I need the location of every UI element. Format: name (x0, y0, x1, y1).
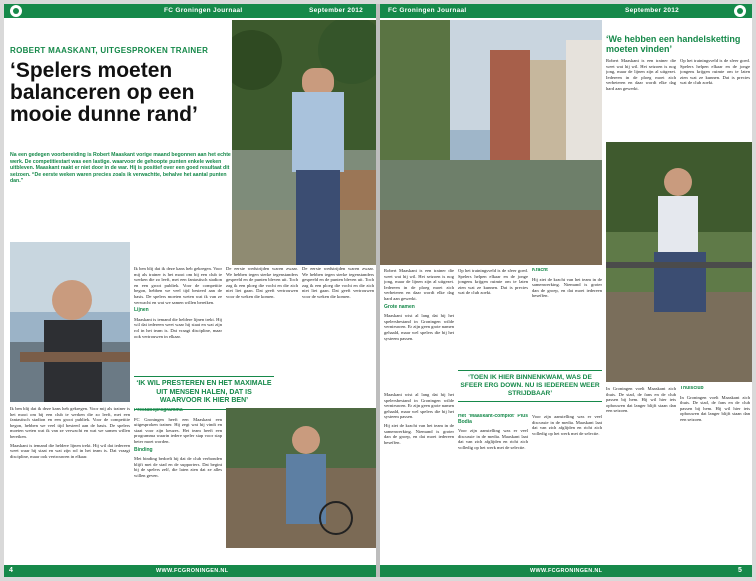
right-pull-quote: ‘TOEN IK HIER BINNENKWAM, WAS DE SFEER ERG DOWN. NU IS IEDEREEN WEER STRIJDBAAR’ (458, 370, 602, 402)
headline: ‘Spelers moeten balanceren op een mooie dunne rand’ (10, 59, 198, 126)
left-page (4, 4, 376, 577)
right-column-5 (458, 414, 528, 564)
right-col-text-1: Robert Maaskant is een trainer die weet wat hij wil. Het seizoen is nog jong, maar de lijnen zijn al uitgezet. Iedereen in de ploeg moet zich verbeteren en daar wordt elke dag hard aan gewerkt. (606, 58, 676, 91)
subhead-grote-namen: Grote namen (384, 303, 415, 310)
left-col-text-2b: De eerste wedstrijden waren zwaar. We hebben tegen sterke tegenstanders gespeeld en de punten bleven uit. Toch zag ik een ploeg die vocht en die zich niet liet gaan. Dat geeft vertrouwen voor de weken die komen. (302, 266, 374, 299)
left-column-5 (134, 408, 222, 564)
photo-maaskant-sitting (606, 142, 752, 382)
right-column-8 (680, 386, 750, 564)
right-col-text-4: Hij ziet de kracht van het team in de samenwerking. Niemand is groter dan de groep, en dat moet iedereen beseffen. (532, 276, 602, 299)
photo-maaskant-bridge (10, 242, 130, 402)
left-column-3 (226, 266, 298, 374)
left-footer-tag: WWW.FCGRONINGEN.NL (156, 568, 229, 574)
left-col-text-5: Met binding bedoelt hij dat de club verbonden blijft met de stad en de supporters. Dat begint bij de spelers zelf, die laten zien dat ze alles willen geven. (134, 456, 222, 478)
right-column-3 (532, 268, 602, 368)
right-column-4 (384, 392, 454, 564)
right-col-text-2b: Op het trainingsveld is de sfeer goed. Spelers helpen elkaar en de jonge jongens krijgen ruimte om te laten zien wat ze kunnen. Dat is precies wat de club zoekt. (458, 268, 528, 296)
right-col-text-4b: Hij ziet de kracht van het team in de samenwerking. Niemand is groter dan de groep, en dat moet iedereen beseffen. (384, 422, 454, 445)
left-col-text-4: FC Groningen heeft een Maaskant een uitgesproken trainer. Hij zegt wat hij vindt en staat voor zijn keuzes. Het team heeft een programma waarin iedere speler stap voor stap beter moet worden. (134, 416, 222, 444)
right-journal-name: FC Groningen Journaal (388, 7, 467, 14)
left-col-text-1b: Ik ben blij dat ik deze kans heb gekregen. Voor mij als trainer is het mooi om bij een club te werken die zo leeft, met een fantastisch stadion en een groot publiek. Voor de competitie begon, hebben we veel tijd besteed aan de basis. De spelers moeten weten wat ik van ze verwacht en wat we samen willen bereiken. (10, 406, 130, 439)
right-headline: ‘We hebben een handelsketting moeten vinden’ (606, 34, 741, 54)
right-col-text-3: Maaskant wist al lang dat hij het spelersbestand in Groningen wilde vernieuwen. Er zijn geen grote namen gehaald, maar wel spelers die bij het systeem passen. (384, 313, 454, 341)
subhead-kracht: Kracht (532, 268, 548, 273)
right-col-text-6: In Groningen voelt Maaskant zich thuis. De stad, de fans en de club passen bij hem. Hij wil hier iets opbouwen dat langer blijft staan dan een seizoen. (606, 386, 676, 414)
left-footer (4, 565, 376, 577)
club-logo-icon (10, 5, 22, 17)
subhead-prestatieprogramma: Prestatieprogramma (134, 408, 183, 413)
right-date: September 2012 (625, 7, 680, 14)
right-club-logo-icon (734, 5, 746, 17)
right-footer-tag: WWW.FCGRONINGEN.NL (530, 568, 603, 574)
right-column-top-2 (680, 58, 750, 138)
photo-maaskant-canal (232, 20, 376, 265)
left-date: September 2012 (309, 7, 364, 14)
left-page-number: 4 (9, 567, 13, 574)
left-col-text-3: Maaskant is iemand die heldere lijnen trekt. Hij wil dat iedereen weet waar hij staat en wat zijn rol in het team is. Dat vraagt discipline, maar ook vertrouwen in elkaar. (134, 316, 222, 339)
subhead-lijnen: Lijnen (134, 307, 149, 314)
left-col-text-2: De eerste wedstrijden waren zwaar. We hebben tegen sterke tegenstanders gespeeld en de punten bleven uit. Toch zag ik een ploeg die vocht en die zich niet liet gaan. Dat geeft vertrouwen voor de weken die komen. (226, 266, 298, 299)
right-column-6 (532, 414, 602, 564)
right-col-text-5: Voor zijn aanstelling was er veel discussie in de media. Maaskant laat dat van zich afglijden en richt zich volledig op het werk met de selectie. (458, 428, 528, 450)
right-col-text-2: Op het trainingsveld is de sfeer goed. Spelers helpen elkaar en de jonge jongens krijgen ruimte om te laten zien wat ze kunnen. Dat is precies wat de club zoekt. (680, 58, 750, 86)
complot-heading: Het ‘Maaskant-complot’ Plus Bodia (458, 414, 528, 425)
right-col-text-5b: Voor zijn aanstelling was er veel discussie in de media. Maaskant laat dat van zich afglijden en richt zich volledig op het werk met de selectie. (532, 414, 602, 436)
right-column-1 (384, 268, 454, 388)
right-footer (380, 565, 752, 577)
intro: Na een gedegen voorbereiding is Robert Maaskant vorige maand begonnen aan het echte werk. De competitiestart was een lastige. waarvoor de gehoopte punten enkele weken uitbleven. Maaskant raakt er niet door in de war. Hij is positief over een goed resultaat dit seizoen. “De eerste weken waren precies zoals ik verwachtte, behalve het aantal punten dan.” (10, 152, 231, 185)
left-column-4 (302, 266, 374, 374)
right-page-number: 5 (738, 567, 742, 574)
left-col-text-1: Ik ben blij dat ik deze kans heb gekregen. Voor mij als trainer is het mooi om bij een club te werken die zo leeft, met een fantastisch stadion en een groot publiek. Voor de competitie begon, hebben we veel tijd besteed aan de basis. De spelers moeten weten wat ik van ze verwacht en wat we samen willen bereiken. (134, 266, 222, 305)
left-header-bar (4, 4, 376, 18)
right-col-text-3b: Maaskant wist al lang dat hij het spelersbestand in Groningen wilde vernieuwen. Er zijn geen grote namen gehaald, maar wel spelers die bij het systeem passen. (384, 392, 454, 420)
right-column-2 (458, 268, 528, 368)
right-column-7 (606, 386, 676, 564)
left-pull-quote: ‘IK WIL PRESTEREN EN HET MAXIMALE UIT MENSEN HALEN, DAT IS WAARVOOR IK HIER BEN’ (134, 376, 274, 410)
photo-canal-houses (380, 20, 602, 265)
right-col-text-6b: In Groningen voelt Maaskant zich thuis. De stad, de fans en de club passen bij hem. Hij wil hier iets opbouwen dat langer blijft staan dan een seizoen. (680, 394, 750, 422)
right-page (380, 4, 752, 577)
right-col-text-1b: Robert Maaskant is een trainer die weet wat hij wil. Het seizoen is nog jong, maar de lijnen zijn al uitgezet. Iedereen in de ploeg moet zich verbeteren en daar wordt elke dag hard aan gewerkt. (384, 268, 454, 301)
left-col-text-3b: Maaskant is iemand die heldere lijnen trekt. Hij wil dat iedereen weet waar hij staat en wat zijn rol in het team is. Dat vraagt discipline, maar ook vertrouwen in elkaar. (10, 442, 130, 459)
photo-maaskant-bicycle (226, 408, 376, 548)
subhead-thuisclub: Thuisclub (680, 386, 704, 391)
kicker: ROBERT MAASKANT, UITGESPROKEN TRAINER (10, 46, 209, 55)
right-header-bar (380, 4, 752, 18)
left-column-1 (10, 406, 130, 564)
right-column-top-1 (606, 58, 676, 138)
left-column-2 (134, 266, 222, 374)
subhead-binding: Binding (134, 446, 153, 453)
journal-name: FC Groningen Journaal (164, 7, 243, 14)
